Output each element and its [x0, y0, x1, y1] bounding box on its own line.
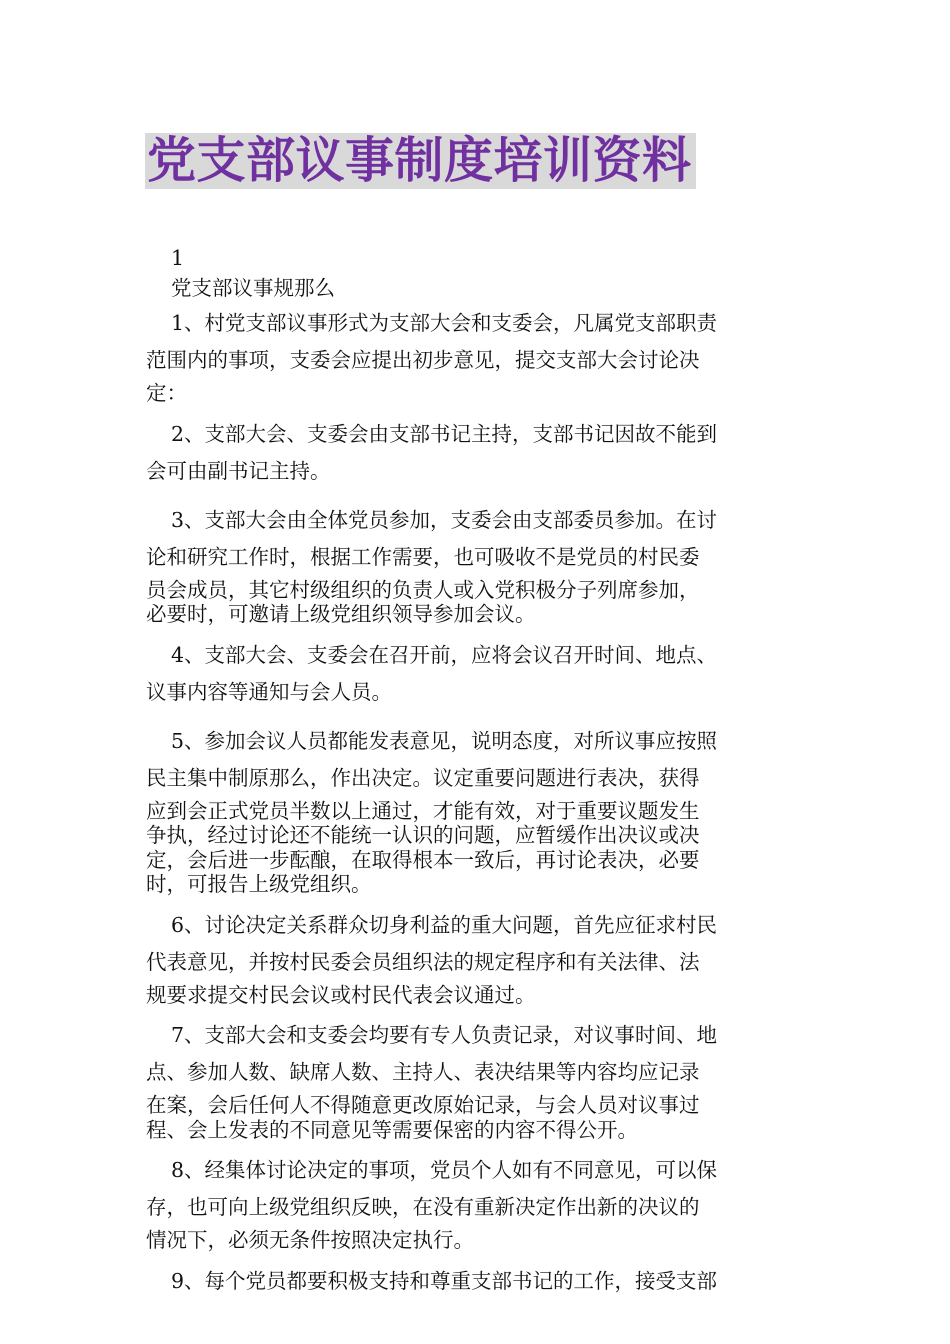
paragraph	[146, 1019, 808, 1142]
paragraph-first-line: 4、支部大会、支委会在召开前，应将会议召开时间、地点、	[171, 642, 718, 667]
paragraph	[146, 418, 808, 492]
paragraph-first-line: 6、讨论决定关系群众切身利益的重大问题，首先应征求村民	[171, 912, 718, 937]
paragraph-line: 规要求提交村民会议或村民代表会议通过。	[146, 982, 536, 1007]
paragraph-list	[146, 307, 808, 1298]
paragraph-line: 点、参加人数、缺席人数、主持人、表决结果等内容均应记录	[146, 1060, 700, 1084]
section-number: 1	[171, 246, 185, 270]
paragraph-line: 定，会后进一步酝酿，在取得根本一致后，再讨论表决，必要	[146, 847, 700, 872]
paragraph-line: 程、会上发表的不同意见等需要保密的内容不得公开。	[146, 1117, 638, 1142]
paragraph-line: 议事内容等通知与会人员。	[146, 679, 392, 704]
paragraph-line: 必要时，可邀请上级党组织领导参加会议。	[146, 602, 536, 626]
paragraph-line: 代表意见，并按村民委会员组织法的规定程序和有关法律、法	[146, 949, 700, 974]
document-title: 党支部议事制度培训资料	[145, 133, 696, 189]
paragraph-first-line: 7、支部大会和支委会均要有专人负责记录，对议事时间、地	[171, 1023, 718, 1047]
paragraph-line: 在案，会后任何人不得随意更改原始记录，与会人员对议事过	[146, 1093, 700, 1117]
paragraph-line: 应到会正式党员半数以上通过，才能有效，对于重要议题发生	[146, 798, 700, 823]
paragraph-first-line: 1、村党支部议事形式为支部大会和支委会，凡属党支部职责	[171, 311, 718, 335]
paragraph	[146, 1154, 808, 1253]
paragraph	[146, 725, 808, 897]
paragraph-first-line: 2、支部大会、支委会由支部书记主持，支部书记因故不能到	[171, 421, 718, 446]
paragraph-line: 民主集中制原那么，作出决定。议定重要问题进行表决，获得	[146, 765, 700, 790]
paragraph-line: 存，也可向上级党组织反映，在没有重新决定作出新的决议的	[146, 1195, 700, 1219]
paragraph-first-line: 9、每个党员都要积极支持和尊重支部书记的工作，接受支部	[171, 1268, 718, 1293]
paragraph	[146, 909, 808, 1008]
paragraph-line: 论和研究工作时，根据工作需要，也可吸收不是党员的村民委	[146, 544, 700, 569]
paragraph-first-line: 8、经集体讨论决定的事项，党员个人如有不同意见，可以保	[171, 1158, 718, 1182]
paragraph-line: 定：	[146, 381, 187, 405]
paragraph-line: 员会成员，其它村级组织的负责人或入党积极分子列席参加，	[146, 577, 700, 602]
paragraph	[146, 307, 808, 406]
section-heading: 党支部议事规那么	[171, 276, 335, 300]
paragraph-first-line: 3、支部大会由全体党员参加，支委会由支部委员参加。在讨	[171, 507, 718, 532]
paragraph	[146, 1265, 808, 1298]
paragraph	[146, 504, 808, 627]
paragraph-first-line: 5、参加会议人员都能发表意见，说明态度，对所议事应按照	[171, 728, 718, 753]
document-body	[146, 244, 808, 1310]
paragraph-line: 会可由副书记主持。	[146, 458, 331, 483]
paragraph-line: 时，可报告上级党组织。	[146, 872, 372, 896]
paragraph-line: 范围内的事项，支委会应提出初步意见，提交支部大会讨论决	[146, 348, 700, 372]
paragraph	[146, 639, 808, 713]
paragraph-line: 情况下，必须无条件按照决定执行。	[146, 1228, 474, 1252]
paragraph-line: 争执，经过讨论还不能统一认识的问题，应暂缓作出决议或决	[146, 823, 700, 847]
